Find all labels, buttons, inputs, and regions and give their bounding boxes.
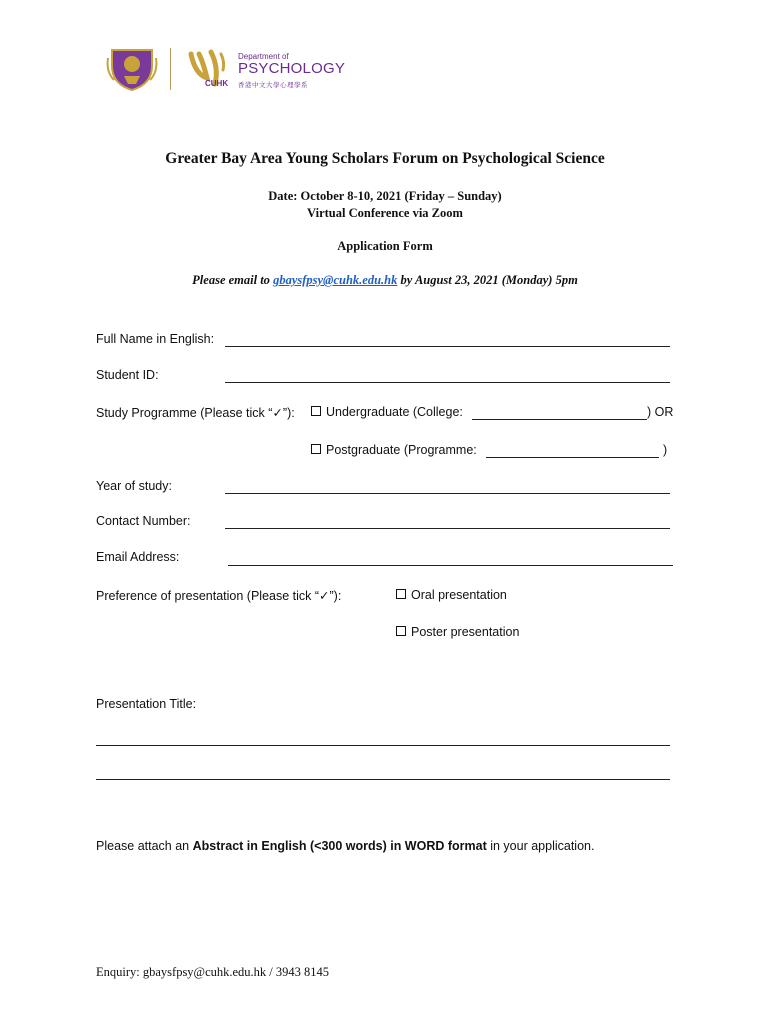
logo-divider [170,48,171,90]
attach-suffix: in your application. [486,839,595,853]
presentation-title-line-2[interactable] [96,779,670,780]
attach-abstract-note [96,839,594,853]
full-name-line[interactable] [225,346,670,347]
contact-number-label: Contact Number: [96,514,191,528]
postgraduate-option[interactable] [311,443,477,457]
undergraduate-label: Undergraduate (College: [326,405,463,419]
postgraduate-checkbox[interactable] [311,444,321,454]
presentation-title-label: Presentation Title: [96,697,197,711]
college-line[interactable] [472,419,647,420]
year-of-study-line[interactable] [225,493,670,494]
poster-label: Poster presentation [411,625,520,639]
submission-email-link[interactable]: gbaysfpsy@cuhk.edu.hk [273,273,398,287]
submission-prefix: Please email to [192,273,274,287]
enquiry-footer: Enquiry: gbaysfpsy@cuhk.edu.hk / 3943 8145 [96,965,330,979]
contact-number-line[interactable] [225,528,670,529]
oral-option[interactable] [396,588,507,602]
presentation-title-line-1[interactable] [96,745,670,746]
postgraduate-label: Postgraduate (Programme: [326,443,477,457]
dept-of-label: Department of [238,52,289,61]
email-address-line[interactable] [228,565,673,566]
attach-bold: Abstract in English (<300 words) in WORD format [192,839,487,853]
oral-checkbox[interactable] [396,589,406,599]
event-venue: Virtual Conference via Zoom [307,206,463,220]
full-name-label: Full Name in English: [96,332,215,346]
email-address-label: Email Address: [96,550,180,564]
form-heading: Application Form [337,239,433,253]
submission-instruction [0,273,770,288]
undergraduate-end: ) OR [647,405,674,419]
page-title: Greater Bay Area Young Scholars Forum on Psychological Science [165,150,605,167]
study-programme-label: Study Programme (Please tick “✓”): [96,406,295,420]
cuhk-logo-text: CUHK [205,79,229,88]
undergraduate-checkbox[interactable] [311,406,321,416]
oral-label: Oral presentation [411,588,507,602]
year-of-study-label: Year of study: [96,479,172,493]
undergraduate-option[interactable] [311,405,463,419]
cuhk-crest-logo [106,46,158,92]
attach-prefix: Please attach an [96,839,193,853]
poster-checkbox[interactable] [396,626,406,636]
submission-suffix: by August 23, 2021 (Monday) 5pm [397,273,578,287]
postgraduate-end: ) [663,443,668,457]
programme-line[interactable] [486,457,659,458]
dept-chinese-name: 香港中文大學心理學系 [238,82,308,89]
student-id-line[interactable] [225,382,670,383]
student-id-label: Student ID: [96,368,159,382]
event-date: Date: October 8-10, 2021 (Friday – Sunday) [268,189,502,203]
presentation-preference-label: Preference of presentation (Please tick “✓”): [96,589,342,603]
poster-option[interactable] [396,625,519,639]
dept-name: PSYCHOLOGY [238,60,346,77]
